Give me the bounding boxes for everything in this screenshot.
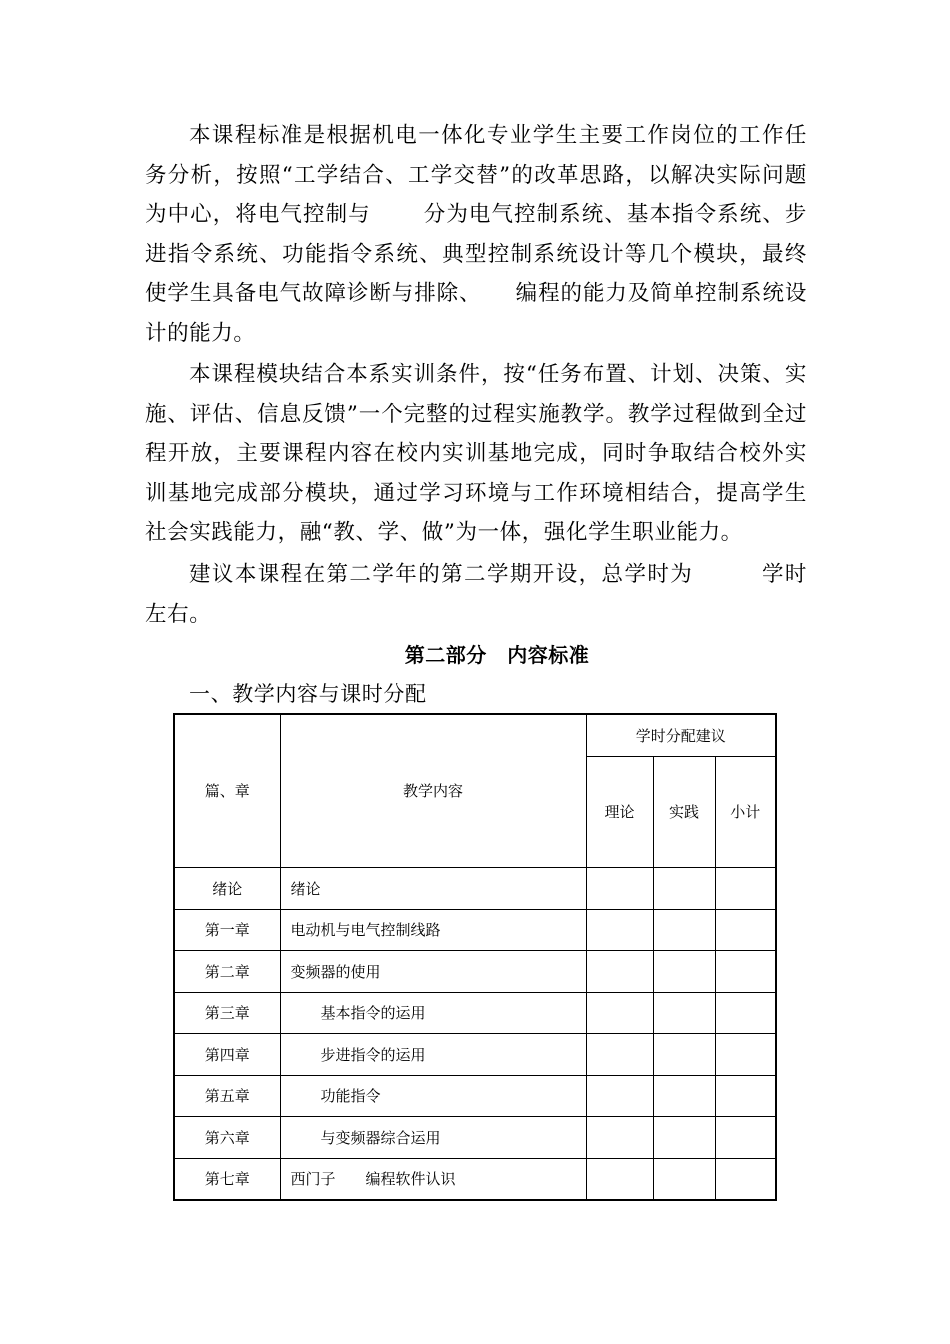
chapter-cell: 第五章 (174, 1075, 280, 1117)
table-row (174, 1075, 776, 1117)
chapter-cell: 第一章 (174, 909, 280, 951)
content-text: 步进指令的运用 (320, 1045, 426, 1064)
practice-cell (653, 1158, 715, 1200)
header-theory: 理论 (586, 756, 653, 867)
theory-cell (586, 1158, 653, 1200)
subtotal-cell (715, 867, 776, 909)
content-cell (280, 867, 586, 909)
content-text: 基本指令的运用 (320, 1004, 426, 1023)
header-practice: 实践 (653, 756, 715, 867)
section-heading: 第二部分 内容标准 (404, 643, 590, 667)
content-cell (280, 1034, 586, 1076)
theory-cell (586, 1117, 653, 1159)
chapter-cell: 第二章 (174, 951, 280, 993)
intro-paragraph-1: 本课程标准是根据机电一体化专业学生主要工作岗位的工作任务分析，按照“工学结合、工学交替”的改革思路，以解决实际问题为中心，将电气控制与 分为电气控制系统、基本指令系统、步进指令系统、功能指令系统、典型控制系统设计等几个模块，最终使学生具备电气故障诊断与排除、 编程的能力及简单控制系统设计的能力。 (145, 123, 807, 346)
practice-cell (653, 992, 715, 1034)
practice-cell (653, 909, 715, 951)
table-row (174, 951, 776, 993)
header-hours-group: 学时分配建议 (586, 714, 776, 756)
subtotal-cell (715, 1158, 776, 1200)
chapter-cell: 第四章 (174, 1034, 280, 1076)
table-row (174, 1117, 776, 1159)
content-cell (280, 1158, 586, 1200)
content-cell (280, 1075, 586, 1117)
subtotal-cell (715, 951, 776, 993)
intro-paragraph-2: 本课程模块结合本系实训条件，按“任务布置、计划、决策、实施、评估、信息反馈”一个完整的过程实施教学。教学过程做到全过程开放，主要课程内容在校内实训基地完成，同时争取结合校外实训基地完成部分模块，通过学习环境与工作环境相结合，提高学生社会实践能力，融“教、学、做”为一体，强化学生职业能力。 (145, 362, 807, 545)
content-text: 与变频器综合运用 (320, 1128, 441, 1147)
table-row (174, 867, 776, 909)
theory-cell (586, 909, 653, 951)
content-cell (280, 992, 586, 1034)
subtotal-cell (715, 1034, 776, 1076)
section-subheading: 一、教学内容与课时分配 (189, 682, 427, 706)
theory-cell (586, 1075, 653, 1117)
chapter-cell: 第三章 (174, 992, 280, 1034)
table-row (174, 992, 776, 1034)
subtotal-cell (715, 992, 776, 1034)
content-text: 电动机与电气控制线路 (290, 921, 441, 940)
content-cell (280, 1117, 586, 1159)
intro-paragraph-3: 建议本课程在第二学年的第二学期开设，总学时为 学时左右。 (145, 562, 807, 627)
theory-cell (586, 1034, 653, 1076)
practice-cell (653, 1117, 715, 1159)
content-text: 西门子 编程软件认识 (290, 1170, 456, 1188)
content-text: 变频器的使用 (290, 962, 381, 981)
theory-cell (586, 951, 653, 993)
table-row (174, 909, 776, 951)
theory-cell (586, 992, 653, 1034)
practice-cell (653, 1034, 715, 1076)
chapter-cell: 绪论 (174, 867, 280, 909)
chapter-cell: 第六章 (174, 1117, 280, 1159)
header-chapter: 篇、章 (174, 714, 280, 867)
table-header-row (174, 714, 776, 756)
practice-cell (653, 951, 715, 993)
content-cell (280, 951, 586, 993)
content-cell (280, 909, 586, 951)
header-subtotal: 小计 (715, 756, 776, 867)
content-text: 绪论 (290, 879, 321, 898)
subtotal-cell (715, 1075, 776, 1117)
table-row (174, 1158, 776, 1200)
practice-cell (653, 867, 715, 909)
hours-allocation-table (173, 713, 777, 1201)
theory-cell (586, 867, 653, 909)
content-text: 功能指令 (320, 1087, 381, 1106)
header-content: 教学内容 (280, 714, 586, 867)
subtotal-cell (715, 909, 776, 951)
practice-cell (653, 1075, 715, 1117)
subtotal-cell (715, 1117, 776, 1159)
chapter-cell: 第七章 (174, 1158, 280, 1200)
table-row (174, 1034, 776, 1076)
